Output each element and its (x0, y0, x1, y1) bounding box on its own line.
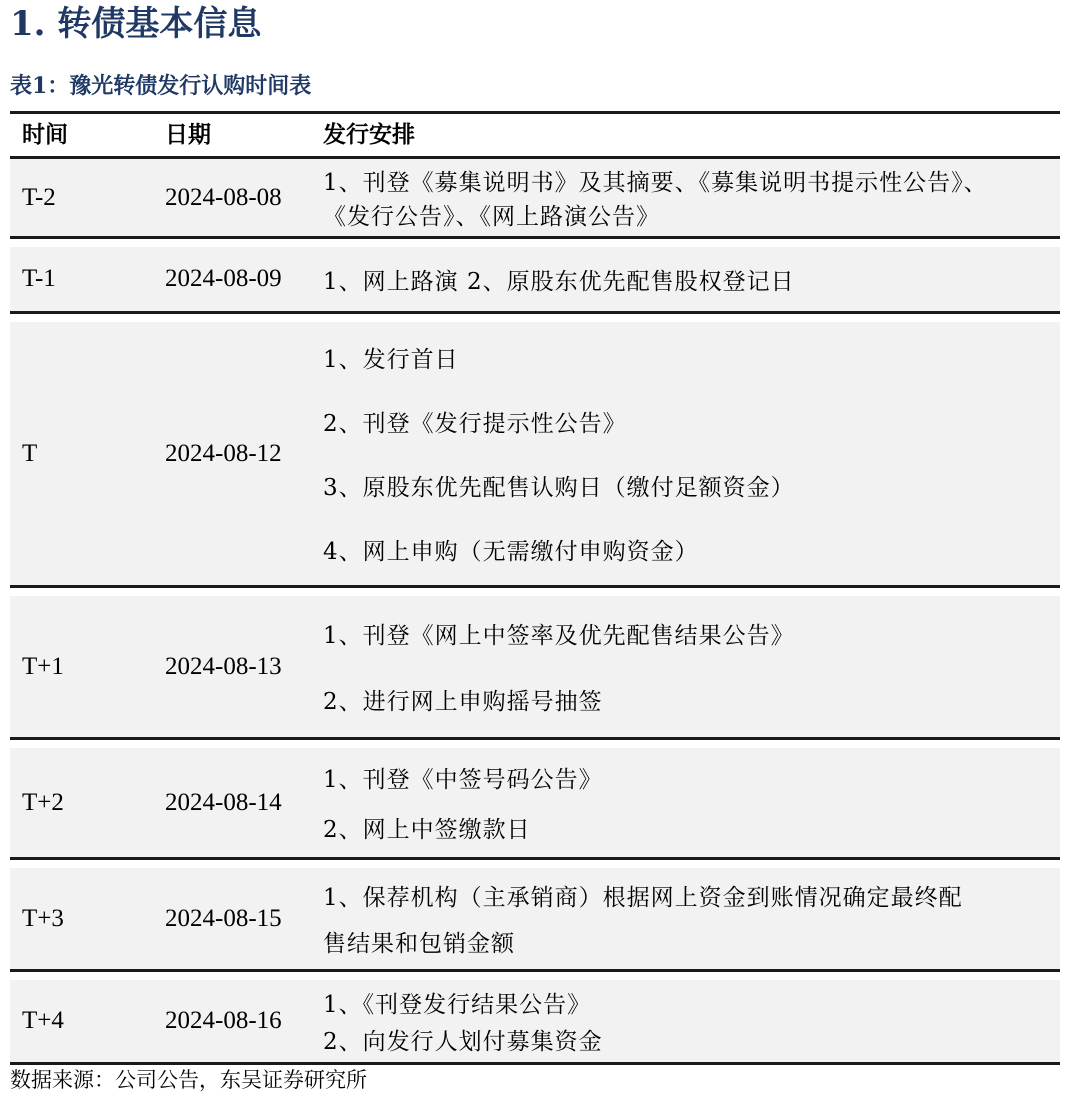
arrangement-line: 1、《刊登发行结果公告》 (323, 992, 592, 1018)
arrangement-line: 售结果和包销金额 (323, 931, 515, 958)
arrangement-line: 《发行公告》、《网上路演公告》 (323, 204, 660, 231)
table-row (10, 980, 1060, 1065)
cell-date: 2024-08-15 (165, 904, 282, 932)
cell-date: 2024-08-13 (165, 652, 282, 680)
cell-date: 2024-08-09 (165, 265, 282, 292)
arrangement-line: 2、刊登《发行提示性公告》 (323, 411, 627, 438)
arrangement-line: 1、网上路演 2、原股东优先配售股权登记日 (323, 268, 795, 295)
cell-arrangement (323, 596, 1060, 737)
cell-arrangement (323, 748, 1060, 857)
cell-time: T+3 (22, 904, 64, 932)
cell-date: 2024-08-14 (165, 788, 282, 816)
cell-time: T+2 (22, 788, 64, 816)
cell-time: T (22, 439, 38, 467)
arrangement-line: 2、向发行人划付募集资金 (323, 1029, 603, 1055)
cell-date: 2024-08-16 (165, 1007, 282, 1034)
cell-time: T-1 (22, 265, 56, 292)
cell-arrangement (323, 868, 1060, 969)
table-header (10, 111, 1060, 159)
header-date: 日期 (165, 121, 211, 148)
arrangement-line: 1、刊登《网上中签率及优先配售结果公告》 (323, 622, 795, 649)
arrangement-line: 3、原股东优先配售认购日（缴付足额资金） (323, 474, 795, 501)
table-row (10, 868, 1060, 972)
arrangement-line: 4、网上申购（无需缴付申购资金） (323, 538, 699, 565)
arrangement-line: 1、发行首日 (323, 347, 459, 374)
schedule-table (10, 111, 1060, 1065)
arrangement-line: 2、网上中签缴款日 (323, 817, 531, 844)
cell-date: 2024-08-08 (165, 183, 282, 211)
table-caption: 表1：豫光转债发行认购时间表 (10, 73, 312, 99)
arrangement-line: 2、进行网上申购摇号抽签 (323, 689, 603, 716)
table-row (10, 159, 1060, 239)
cell-time: T+4 (22, 1007, 64, 1034)
section-title: 1. 转债基本信息 (10, 4, 262, 44)
cell-time: T+1 (22, 652, 64, 680)
arrangement-line: 1、刊登《中签号码公告》 (323, 766, 603, 793)
table-row (10, 322, 1060, 588)
cell-arrangement (323, 159, 1060, 236)
header-time: 时间 (22, 121, 68, 148)
arrangement-line: 1、刊登《募集说明书》及其摘要、《募集说明书提示性公告》、 (323, 169, 988, 196)
cell-arrangement (323, 247, 1060, 311)
table-row (10, 748, 1060, 860)
table-row (10, 247, 1060, 314)
cell-date: 2024-08-12 (165, 439, 282, 467)
data-source-note: 数据来源：公司公告，东吴证券研究所 (10, 1068, 367, 1092)
table-row (10, 596, 1060, 740)
cell-arrangement (323, 322, 1060, 585)
cell-arrangement (323, 980, 1060, 1062)
arrangement-line: 1、保荐机构（主承销商）根据网上资金到账情况确定最终配 (323, 884, 963, 911)
cell-time: T-2 (22, 183, 56, 211)
header-arrangement: 发行安排 (323, 121, 415, 148)
